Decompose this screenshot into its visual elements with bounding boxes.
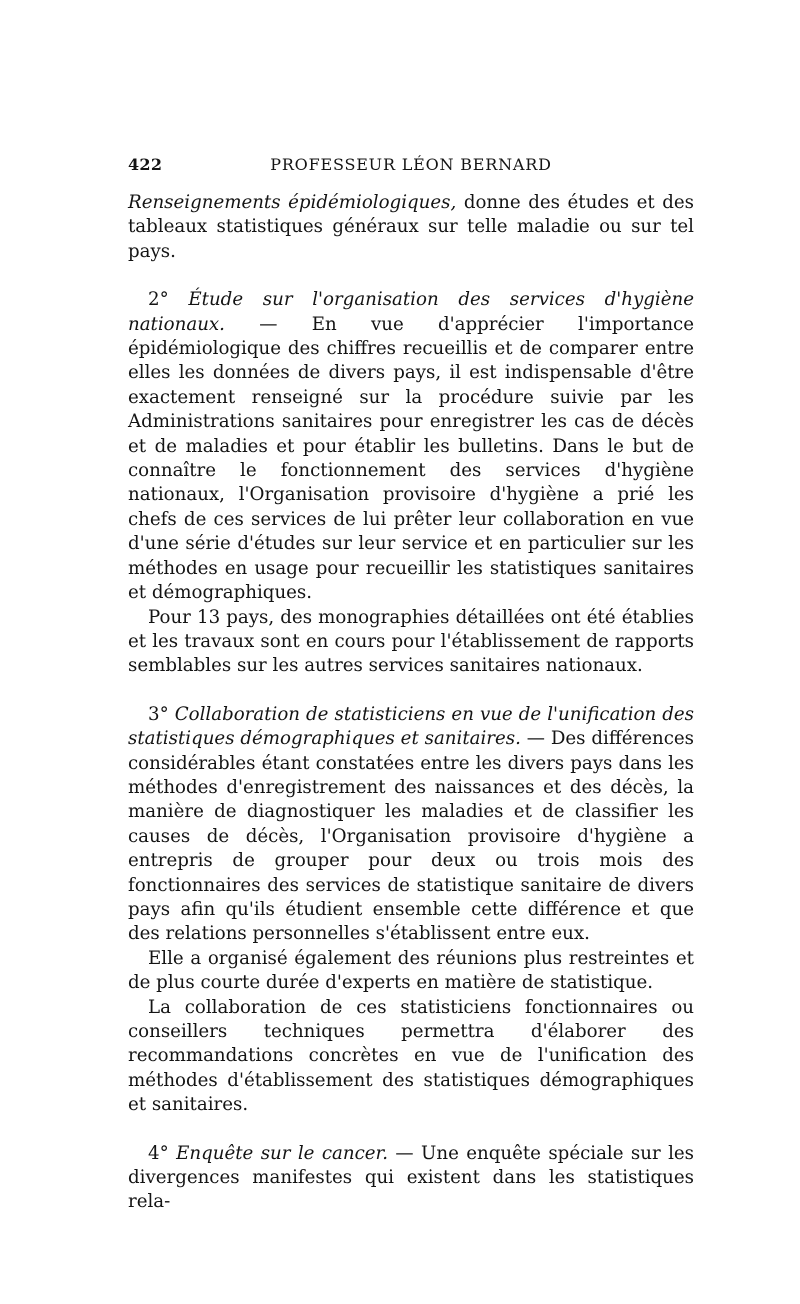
section-number: 3°: [148, 703, 169, 725]
section-3-paragraph: Elle a organisé également des réunions plus restreintes et de plus courte durée d'experts en matière de statistique.: [128, 947, 694, 994]
page-number: 422: [128, 155, 163, 174]
section-title: Collaboration de statisticiens en vue de l'unification des statistiques démographiques et sanitaires.: [128, 703, 694, 750]
section-2: [128, 288, 694, 605]
paragraph-continuation: [128, 191, 694, 264]
section-3-paragraph: La collaboration de ces statisticiens fonctionnaires ou conseillers techniques permettra d'élaborer des recommandations concrètes en vue de l'unification des méthodes d'établissement des statistiques démographiques et sanitaires.: [128, 996, 694, 1116]
section-4: [128, 1142, 694, 1215]
section-title: Étude sur l'organisation des services d'hygiène nationaux.: [128, 289, 694, 335]
italic-title: Renseignements épidémiologiques,: [128, 192, 457, 213]
section-3: [128, 703, 694, 947]
book-page: [128, 155, 694, 1215]
page-body: [128, 191, 694, 1215]
section-title: Enquête sur le cancer.: [176, 1142, 389, 1164]
page-header: [128, 155, 694, 181]
section-number: 2°: [148, 289, 169, 311]
section-text: — En vue d'apprécier l'importance épidémiologique des chiffres recueillis et de comparer entre elles les données de divers pays, il est indispensable d'être exactement renseigné sur la procédure suivie par les Administrations sanitaires pour enregistrer les cas de décès et de maladies et pour établir les bulletins. Dans le but de connaître le fonctionnement des services d'hygiène nationaux, l'Organisation provisoire d'hygiène a prié les chefs de ces services de lui prêter leur collaboration en vue d'une série d'études sur leur service et en particulier sur les méthodes en usage pour recueillir les statistiques sanitaires et démographiques.: [128, 313, 694, 604]
running-title: PROFESSEUR LÉON BERNARD: [270, 155, 552, 174]
section-text: — Des différences considérables étant constatées entre les divers pays dans les méthodes d'enregistrement des naissances et des décès, la manière de diagnostiquer les maladies et de classifier les causes de décès, l'Organisation provisoire d'hygiène a entrepris de grouper pour deux ou trois mois des fonctionnaires des services de statistique sanitaire de divers pays afin qu'ils étudient ensemble cette différence et que des relations personnelles s'établissent entre eux.: [128, 728, 694, 945]
section-2-paragraph: Pour 13 pays, des monographies détaillées ont été établies et les travaux sont en cours pour l'établissement de rapports semblables sur les autres services sanitaires nationaux.: [128, 606, 694, 677]
section-number: 4°: [148, 1142, 169, 1164]
section-text: — Une enquête spéciale sur les divergences manifestes qui existent dans les statistiques rela-: [128, 1142, 694, 1213]
paragraph-text: donne des études et des tableaux statistiques généraux sur telle maladie ou sur tel pays.: [128, 192, 694, 262]
